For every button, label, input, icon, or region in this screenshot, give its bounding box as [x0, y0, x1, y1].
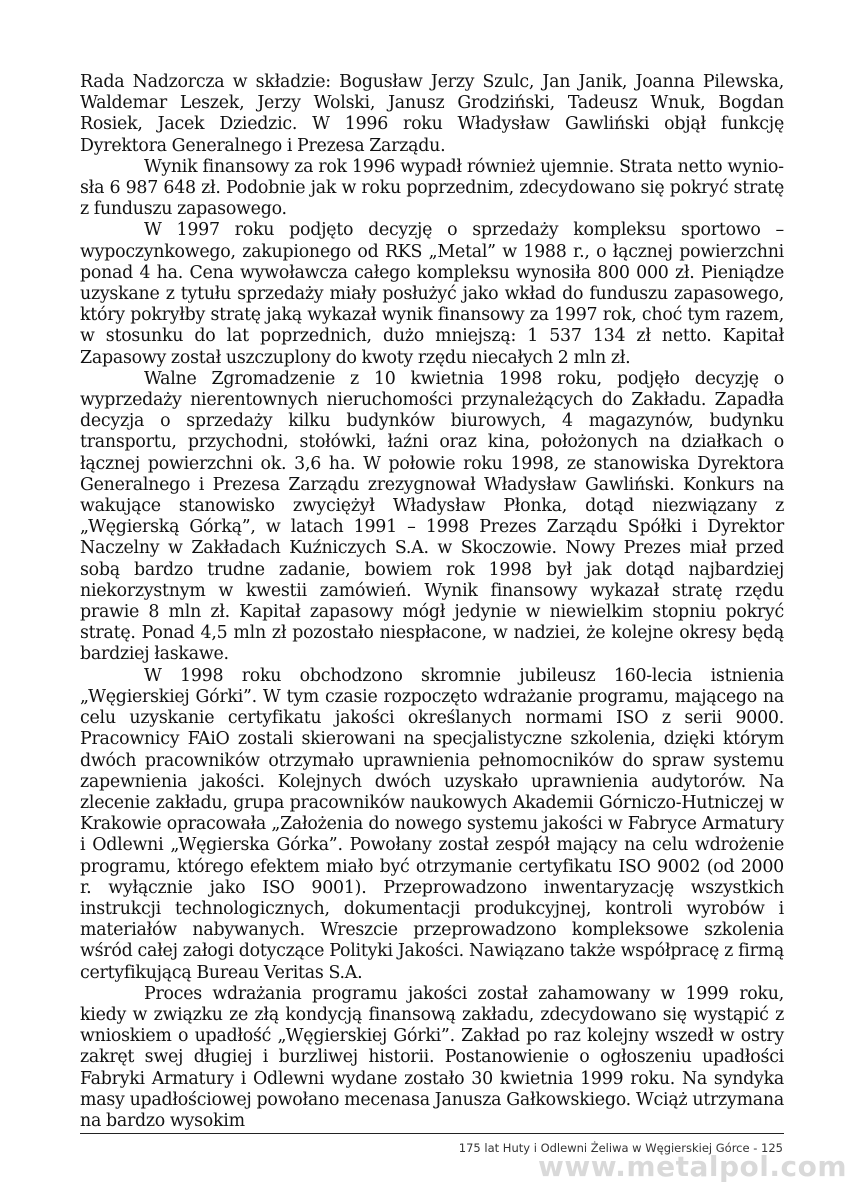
site-watermark: www.metalpol.com — [537, 1150, 847, 1183]
paragraph-board: Rada Nadzorcza w składzie: Bogusław Jerzy Szulc, Jan Janik, Joanna Pilewska, Waldemar Leszek, Jerzy Wolski, Janusz Grodziński, Tadeusz Wnuk, Bogdan Rosiek, Jacek Dziedzic. W 1996 roku Władysław Gawliński objął funkcję Dyrektora Generalnego i Prezesa Zarządu. — [80, 72, 784, 156]
footer-divider — [80, 1133, 784, 1134]
paragraph-assembly-1998: Walne Zgromadzenie z 10 kwietnia 1998 roku, podjęło decyzję o wyprzedaży nierentownych nieruchomości przynależących do Zakładu. Zapadła decyzja o sprzedaży kilku budynków biurowych, 4 magazynów, budynku transportu, przychodni, stołówki, łaźni oraz kina, położonych na działkach o łącznej powierzchni ok. 3,6 ha. W połowie roku 1998, ze stanowiska Dyrektora Generalnego i Prezesa Zarządu zrezygnował Władysław Gawliński. Konkurs na wakujące stanowisko zwyciężył Władysław Płonka, dotąd niezwiązany z „Węgierską Górką”, w latach 1991 – 1998 Prezes Zarządu Spółki i Dyrektor Naczelny w Zakładach Kuźniczych S.A. w Skoczowie. Nowy Prezes miał przed sobą bardzo trudne zadanie, bowiem rok 1998 był jak dotąd najbardziej niekorzystnym w kwestii zamówień. Wynik finansowy wykazał stratę rzędu prawie 8 mln zł. Kapitał zapasowy mógł jedynie w niewielkim stopniu pokryć stratę. Ponad 4,5 mln zł pozostało niespłacone, w nadziei, że kolejne okresy będą bardziej łaskawe. — [80, 368, 784, 665]
paragraph-result-1996: Wynik finansowy za rok 1996 wypadł również ujemnie. Strata netto wyniosła 6 987 648 zł. Podobnie jak w roku poprzednim, zdecydowano się pokryć stratę z funduszu zapasowego. — [80, 156, 784, 220]
paragraph-sale-1997: W 1997 roku podjęto decyzję o sprzedaży kompleksu sportowo – wypoczynkowego, zakupionego od RKS „Metal” w 1988 r., o łącznej powierzchni ponad 4 ha. Cena wywoławcza całego kompleksu wynosiła 800 000 zł. Pieniądze uzyskane z tytułu sprzedaży miały posłużyć jako wkład do funduszu zapasowego, który pokryłby stratę jaką wykazał wynik finansowy za 1997 rok, choć tym razem, w stosunku do lat poprzednich, dużo mniejszą: 1 537 134 zł netto. Kapitał Zapasowy został uszczuplony do kwoty rzędu niecałych 2 mln zł. — [80, 220, 784, 368]
paragraph-bankruptcy-1999: Proces wdrażania programu jakości został zahamowany w 1999 roku, kiedy w związku ze złą kondycją finansową zakładu, zdecydowano się wystąpić z wnioskiem o upadłość „Węgierskiej Górki”. Zakład po raz kolejny wszedł w ostry zakręt swej długiej i burzliwej historii. Postanowienie o ogłoszeniu upadłości Fabryki Armatury i Odlewni wydane zostało 30 kwietnia 1999 roku. Na syndyka masy upadłościowej powołano mecenasa Janusza Gałkowskiego. Wciąż utrzymana na bardzo wysokim — [80, 983, 784, 1131]
paragraph-jubilee-iso: W 1998 roku obchodzono skromnie jubileusz 160-lecia istnienia „Węgierskiej Górki”. W tym czasie rozpoczęto wdrażanie programu, mającego na celu uzyskanie certyfikatu jakości określanych normami ISO z serii 9000. Pracownicy FAiO zostali skierowani na specjalistyczne szkolenia, dzięki którym dwóch pracowników otrzymało uprawnienia pełnomocników do spraw systemu zapewnienia jakości. Kolejnych dwóch uzyskało uprawnienia audytorów. Na zlecenie zakładu, grupa pracowników naukowych Akademii Górniczo-Hutniczej w Krakowie opracowała „Założenia do nowego systemu jakości w Fabryce Armatury i Odlewni „Węgierska Górka”. Powołany został zespół mający na celu wdrożenie programu, którego efektem miało być otrzymanie certyfikatu ISO 9002 (od 2000 r. wyłącznie jako ISO 9001). Przeprowadzono inwentaryzację wszystkich instrukcji technologicznych, dokumentacji produkcyjnej, kontroli wyrobów i materiałów nabywanych. Wreszcie przeprowadzono kompleksowe szkolenia wśród całej załogi dotyczące Polityki Jakości. Nawiązano także współpracę z firmą certyfikującą Bureau Veritas S.A. — [80, 665, 784, 983]
page-body — [80, 72, 784, 1132]
running-footer: 175 lat Huty i Odlewni Żeliwa w Węgierskiej Górce - 125 — [458, 1141, 783, 1155]
